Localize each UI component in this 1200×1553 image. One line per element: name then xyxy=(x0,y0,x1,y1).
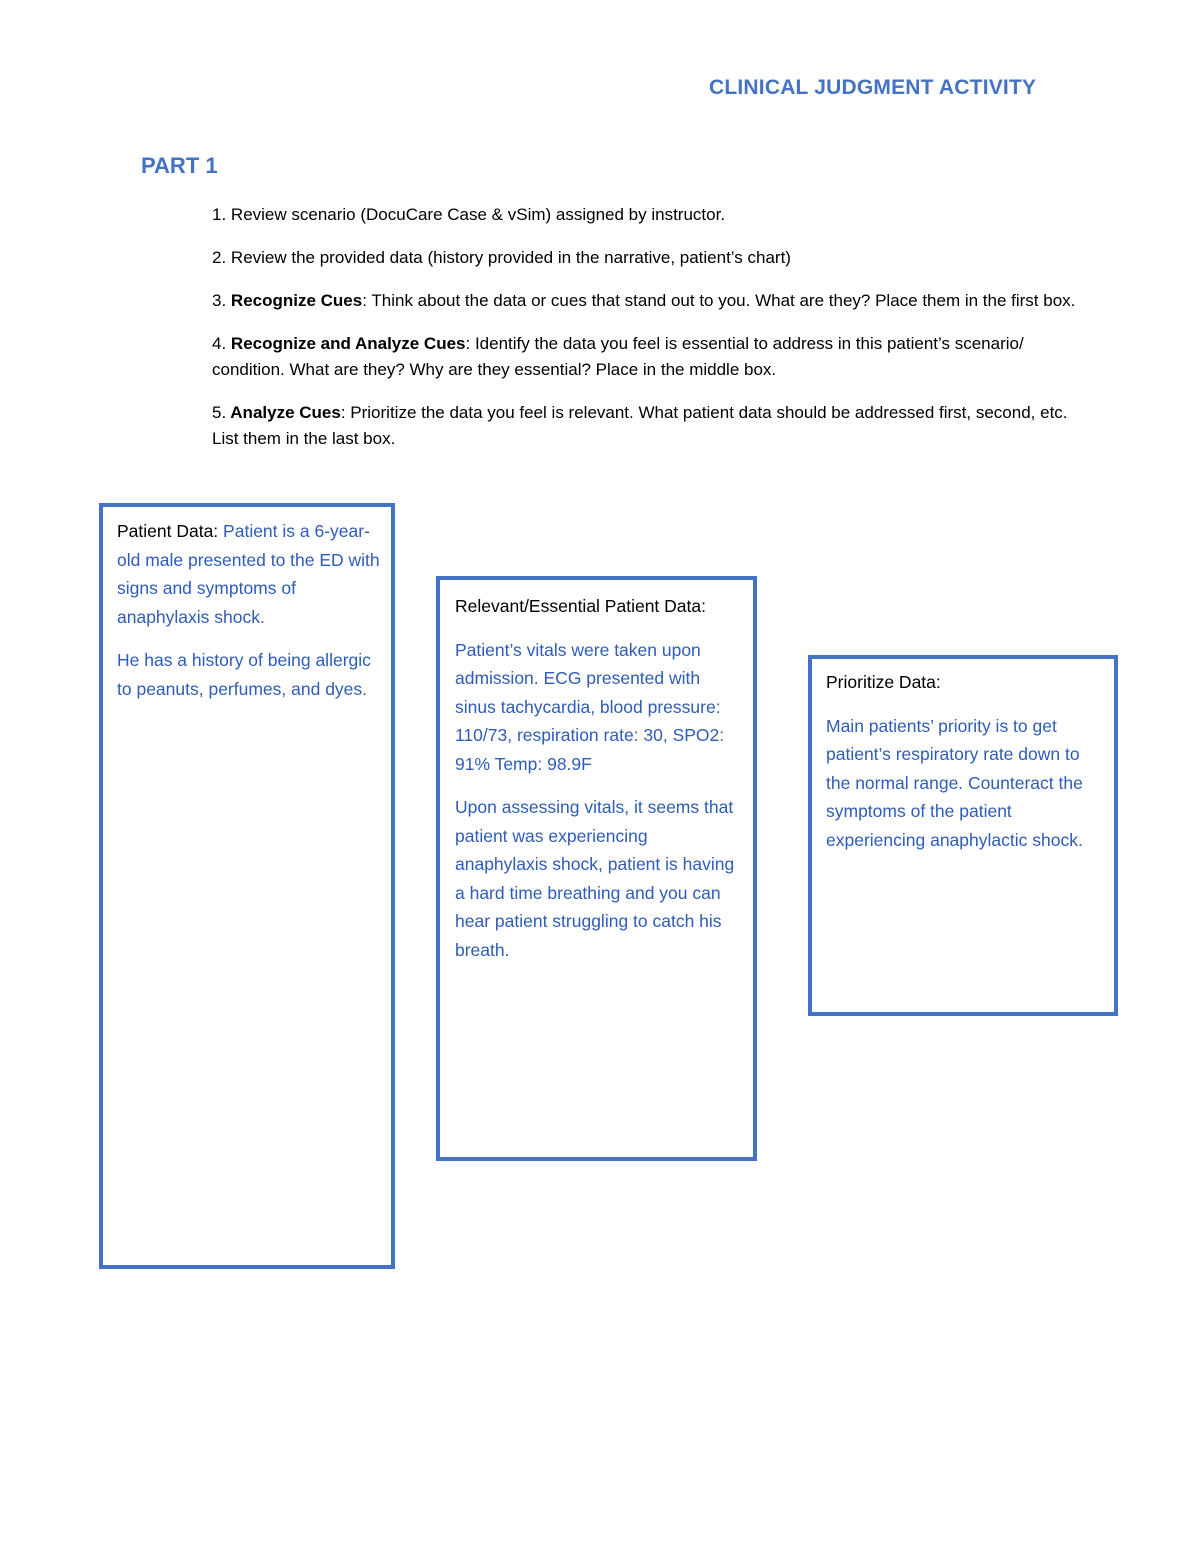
prioritize-data-box xyxy=(808,655,1118,1016)
document-title: CLINICAL JUDGMENT ACTIVITY xyxy=(709,76,1037,99)
box-label: Relevant/Essential Patient Data: xyxy=(455,596,706,616)
instruction-step: 3. Recognize Cues: Think about the data or cues that stand out to you. What are they? Place them in the first box. xyxy=(212,291,1076,310)
box-text: Patient is a 6-year-old male presented to the ED with signs and symptoms of anaphylaxis shock. xyxy=(117,521,380,627)
box-text: He has a history of being allergic to peanuts, perfumes, and dyes. xyxy=(117,650,371,699)
box-text: Upon assessing vitals, it seems that patient was experiencing anaphylaxis shock, patient is having a hard time breathing and you can hear patient struggling to catch his breath. xyxy=(455,797,735,960)
instruction-step: 4. Recognize and Analyze Cues: Identify the data you feel is essential to address in this patient’s scenario/ condition. What are they? Why are they essential? Place in the middle box. xyxy=(212,334,1024,379)
instructions-list xyxy=(212,202,1092,469)
part-heading: PART 1 xyxy=(141,153,218,178)
box-text: Main patients’ priority is to get patient’s respiratory rate down to the normal range. Counteract the symptoms of the patient experiencing anaphylactic shock. xyxy=(826,715,1083,850)
relevant-data-box xyxy=(436,576,757,1161)
instruction-step: 1. Review scenario (DocuCare Case & vSim) assigned by instructor. xyxy=(212,205,726,224)
step-keyword: Recognize and Analyze Cues xyxy=(226,334,466,353)
instruction-step: 5. Analyze Cues: Prioritize the data you feel is relevant. What patient data should be addressed first, second, etc. List them in the last box. xyxy=(212,403,1068,448)
patient-data-box xyxy=(99,503,395,1269)
step-keyword: Analyze Cues xyxy=(226,403,341,422)
box-text: Patient’s vitals were taken upon admission. ECG presented with sinus tachycardia, blood pressure: 110/73, respiration rate: 30, SPO2: 91% Temp: 98.9F xyxy=(455,639,725,774)
box-label: Prioritize Data: xyxy=(826,672,941,692)
box-label: Patient Data: xyxy=(117,521,224,541)
step-keyword: Recognize Cues xyxy=(226,291,363,310)
instruction-step: 2. Review the provided data (history provided in the narrative, patient’s chart) xyxy=(212,248,791,267)
